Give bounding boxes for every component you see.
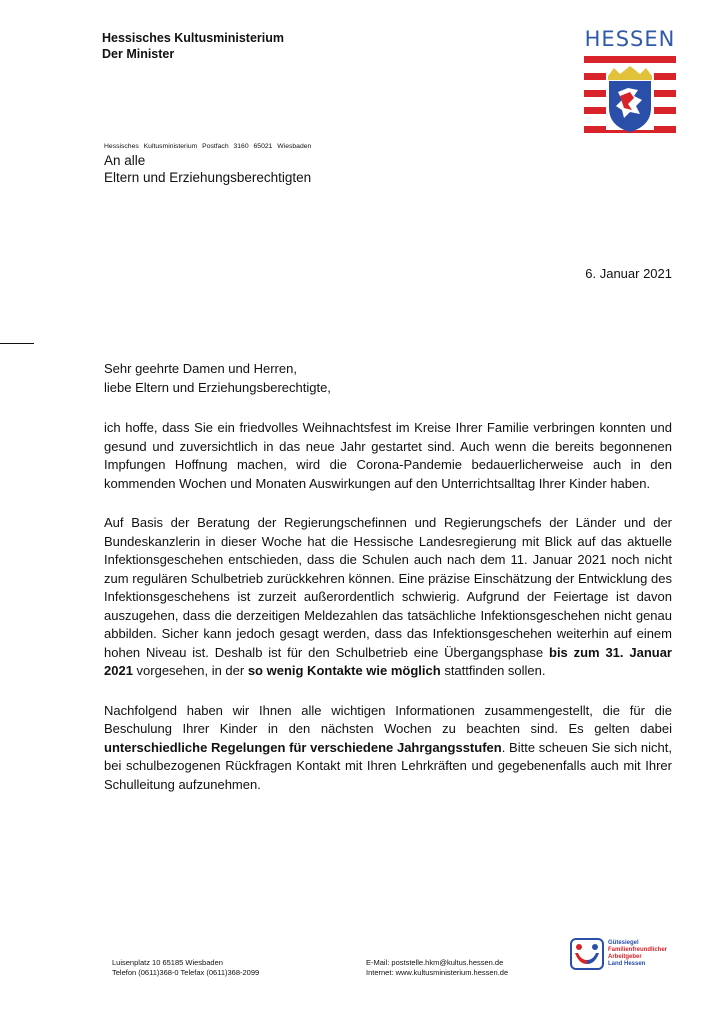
seal-line-2: Familienfreundlicher xyxy=(608,947,668,953)
seal-text xyxy=(608,940,667,968)
sender-block xyxy=(102,30,284,62)
paragraph-2-text-b: vorgesehen, in der xyxy=(132,663,248,678)
salutation-line-1: Sehr geehrte Damen und Herren, xyxy=(104,361,297,376)
recipient-block xyxy=(104,152,311,186)
recipient-line-1: An alle xyxy=(104,153,146,168)
paragraph-3 xyxy=(104,702,672,795)
sender-org: Hessisches Kultusministerium xyxy=(102,31,285,45)
letter-date: 6. Januar 2021 xyxy=(585,266,672,281)
footer-address-block xyxy=(112,958,259,978)
paragraph-1: ich hoffe, dass Sie ein friedvolles Weihnachtsfest im Kreise Ihrer Familie verbringen konnten und gesund und zuversichtlich in das neue Jahr gestartet sind. Auch wenn die bereits begonnenen Impfungen Hoffnung machen, wird die Corona-Pandemie bedauerlicherweise auch in den kommenden Wochen und Monaten Auswirkungen auf den Unterrichtsalltag Ihrer Kinder haben. xyxy=(104,420,672,491)
paragraph-3-text-a: Nachfolgend haben wir Ihnen alle wichtigen Informationen zusammengestellt, die für die Beschulung Ihrer Kinder in den nächsten Wochen zu beachten sind. Es gelten dabei xyxy=(104,702,672,736)
paragraph-2-text-c: stattfinden sollen. xyxy=(440,663,546,678)
smiley-seal-icon xyxy=(570,938,604,970)
fold-mark xyxy=(0,343,34,344)
recipient-line-2: Eltern und Erziehungsberechtigten xyxy=(104,170,312,185)
sender-role: Der Minister xyxy=(102,47,175,61)
paragraph-2-emphasis-contacts: so wenig Kontakte wie möglich xyxy=(247,663,441,678)
seal-line-3: Arbeitgeber xyxy=(608,954,642,960)
paragraph-2 xyxy=(104,514,672,681)
return-address: Hessisches Kultusministerium Postfach 3160 65021 Wiesbaden xyxy=(104,143,312,150)
footer-address: Luisenplatz 10 65185 Wiesbaden xyxy=(112,958,223,967)
salutation-line-2: liebe Eltern und Erziehungsberechtigte, xyxy=(104,379,331,395)
footer-phone: Telefon (0611)368-0 Telefax (0611)368-2099 xyxy=(112,968,260,977)
salutation xyxy=(104,360,672,397)
hessen-logo xyxy=(584,28,676,136)
family-friendly-seal xyxy=(570,938,667,970)
footer-contact-block xyxy=(366,958,508,978)
seal-line-1: Gütesiegel xyxy=(608,940,639,946)
seal-line-4: Land Hessen xyxy=(608,961,646,967)
footer-internet[interactable]: Internet: www.kultusministerium.hessen.de xyxy=(366,968,509,977)
hessen-coat-of-arms-icon xyxy=(584,56,676,136)
hessen-logo-text: HESSEN xyxy=(584,27,676,51)
letter-body xyxy=(104,360,672,815)
footer-email[interactable]: E-Mail: poststelle.hkm@kultus.hessen.de xyxy=(366,958,504,967)
paragraph-2-text-a: Auf Basis der Beratung der Regierungschefinnen und Regierungschefs der Länder und der Bundeskanzlerin in dieser Woche hat die Hessische Landesregierung mit Blick auf das aktuelle Infektionsgeschehen entschieden, dass die Schulen auch nach dem 11. Januar 2021 noch nicht zum regulären Schulbetrieb zurückkehren können. Eine präzise Einschätzung der Entwicklung des Infektionsgeschehens ist zurzeit außerordentlich schwierig. Aufgrund der Feiertage ist davon auszugehen, dass die derzeitigen Meldezahlen das tatsächliche Infektionsgeschehen nicht genau abbilden. Sicher kann jedoch gesagt werden, dass das Infektionsgeschehen weiterhin auf einem hohen Niveau ist. Deshalb ist für den Schulbetrieb eine Übergangsphase xyxy=(104,515,672,660)
paragraph-3-text-b: . Bitte scheuen Sie sich nicht, bei schulbezogenen Rückfragen Kontakt mit Ihren Lehrkräften und gegebenenfalls auch mit Ihrer Schulleitung aufzunehmen. xyxy=(104,739,673,792)
paragraph-3-emphasis: unterschiedliche Regelungen für verschiedene Jahrgangsstufen xyxy=(104,739,502,755)
paragraph-2-emphasis-date: bis zum 31. Januar 2021 xyxy=(104,644,672,678)
